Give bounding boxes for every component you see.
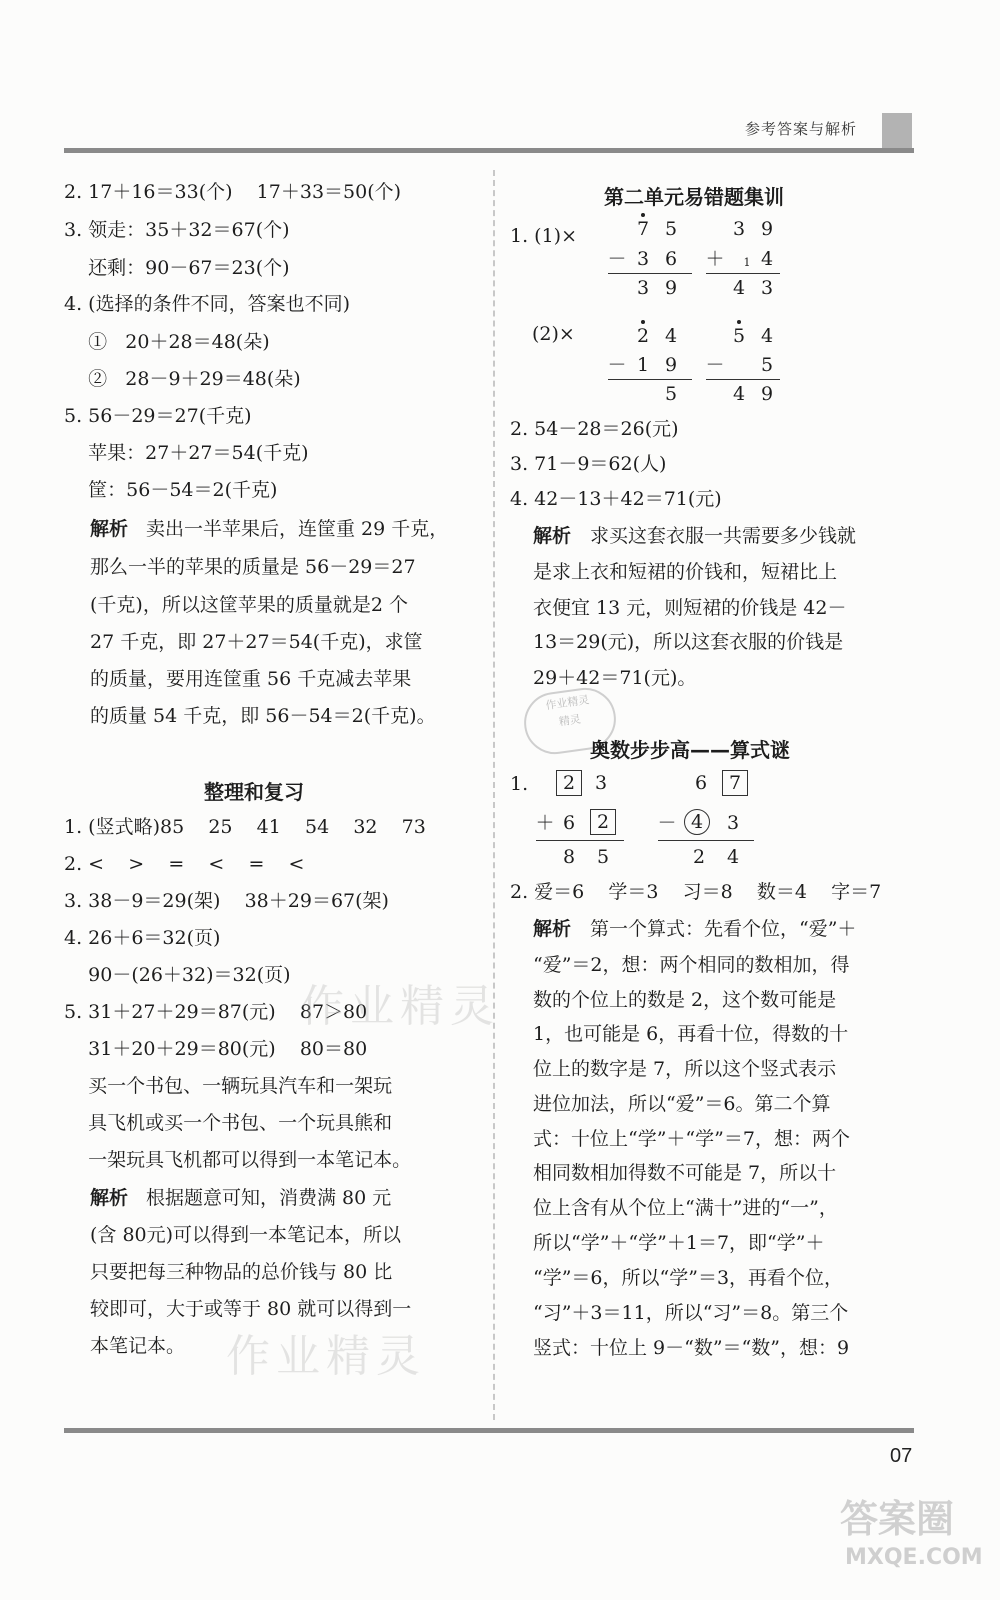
answer-line: ① 20＋28＝48(朵): [64, 331, 270, 353]
analysis-line: 本笔记本。: [90, 1335, 186, 1357]
analysis-line: 13＝29(元)，所以这套衣服的价钱是: [533, 631, 844, 653]
analysis-line: 较即可，大于或等于 80 就可以得到一: [90, 1298, 412, 1320]
operator: ＋: [535, 812, 555, 834]
operator: －: [607, 354, 627, 376]
boxed-digit: 2: [556, 770, 582, 796]
digit: 9: [664, 354, 678, 376]
calc-line: [706, 273, 780, 274]
header-tab-marker: [882, 113, 912, 149]
answer-line: 4. 42－13＋42＝71(元): [510, 488, 722, 510]
analysis-line: 位上含有从个位上“满十”进的“一”，: [533, 1197, 838, 1219]
corner-logo: 答案圈: [840, 1497, 955, 1541]
review-line: 3. 38－9＝29(架) 38＋29＝67(架): [64, 890, 389, 912]
digit: 4: [732, 383, 746, 405]
digit: 9: [664, 277, 678, 299]
answer-line: 筐：56－54＝2(千克): [64, 479, 278, 501]
review-line: 一架玩具飞机都可以得到一本笔记本。: [64, 1149, 412, 1171]
digit: 9: [760, 383, 774, 405]
analysis-line: 只要把每三种物品的总价钱与 80 比: [90, 1261, 393, 1283]
analysis-line: 的质量 54 千克，即 56－54＝2(千克)。: [90, 705, 436, 727]
review-line: 1. (竖式略)85 25 41 54 32 73: [64, 816, 426, 838]
stamp-text: 作业精灵: [544, 693, 591, 713]
review-line: 31＋20＋29＝80(元) 80＝80: [64, 1038, 368, 1060]
calc-line: [608, 273, 692, 274]
digit: 2: [636, 325, 650, 347]
analysis-line: 卖出一半苹果后，连筐重 29 千克，: [146, 518, 449, 540]
digit: 1: [636, 354, 650, 376]
review-line: 4. 26＋6＝32(页): [64, 927, 221, 949]
analysis-line: 27 千克，即 27＋27＝54(千克)，求筐: [90, 631, 423, 653]
borrow-dot: [641, 213, 645, 217]
answer-line: 苹果：27＋27＝54(千克): [64, 442, 309, 464]
digit: 3: [636, 248, 650, 270]
analysis-line: 式：十位上“学”＋“学”＝7，想：两个: [533, 1128, 850, 1150]
digit: 4: [664, 325, 678, 347]
analysis-tag: 解析: [533, 918, 572, 940]
analysis-line: 1，也可能是 6，再看十位，得数的十: [533, 1023, 849, 1045]
review-line: 具飞机或买一个书包、一个玩具熊和: [64, 1112, 393, 1134]
digit: 5: [596, 846, 610, 868]
answer-line: 还剩：90－67＝23(个): [64, 257, 290, 279]
analysis-line: 衣便宜 13 元，则短裙的价钱是 42－: [533, 597, 847, 619]
question-label: 1.: [510, 773, 529, 795]
analysis-line: “习”＋3＝11，所以“习”＝8。第三个: [533, 1302, 849, 1324]
digit: 5: [664, 218, 678, 240]
review-line: 2. < > = < = <: [64, 853, 305, 875]
analysis-line: “学”＝6，所以“学”＝3，再看个位，: [533, 1267, 844, 1289]
digit: 9: [760, 218, 774, 240]
answer-line: ② 28－9＋29＝48(朵): [64, 368, 301, 390]
analysis-line: 那么一半的苹果的质量是 56－29＝27: [90, 556, 416, 578]
analysis-line: 数的个位上的数是 2，这个数可能是: [533, 989, 837, 1011]
header-section-label: 参考答案与解析: [745, 120, 858, 138]
digit: 4: [760, 325, 774, 347]
borrow-dot: [641, 320, 645, 324]
digit: 3: [732, 218, 746, 240]
answer-line: 2. 54－28＝26(元): [510, 418, 679, 440]
answer-line: 3. 71－9＝62(人): [510, 453, 667, 475]
digit: 2: [692, 846, 706, 868]
analysis-line: 竖式：十位上 9－“数”＝“数”，想：9: [533, 1337, 850, 1359]
answer-line: 5. 56－29＝27(千克): [64, 405, 252, 427]
digit: 4: [760, 248, 774, 270]
digit: 5: [732, 325, 746, 347]
calc-line: [536, 840, 624, 841]
digit: 6: [562, 812, 576, 834]
operator: ＋: [705, 248, 725, 270]
analysis-line: “爱”＝2，想：两个相同的数相加，得: [533, 954, 850, 976]
digit: 4: [732, 277, 746, 299]
calc-line: [706, 379, 780, 380]
review-line: 90－(26＋32)＝32(页): [64, 964, 291, 986]
digit: 8: [562, 846, 576, 868]
digit: 4: [726, 846, 740, 868]
analysis-line: (千克)，所以这筐苹果的质量就是2 个: [90, 594, 408, 616]
analysis-line: 第一个算式：先看个位，“爱”＋: [590, 918, 857, 940]
carry-digit: 1: [743, 256, 751, 269]
watermark-text: 作业精灵: [300, 981, 500, 1032]
digit: 3: [726, 812, 740, 834]
circled-digit: 4: [684, 809, 710, 835]
operator: －: [705, 354, 725, 376]
analysis-line: 是求上衣和短裙的价钱和，短裙比上: [533, 561, 838, 583]
review-line: 5. 31＋27＋29＝87(元) 87＞80: [64, 1001, 368, 1023]
analysis-line: 所以“学”＋“学”＋1＝7，即“学”＋: [533, 1232, 825, 1254]
boxed-digit: 7: [722, 770, 748, 796]
digit: 3: [594, 772, 608, 794]
page-number: 07: [890, 1445, 913, 1467]
column-divider: [493, 170, 495, 1420]
analysis-line: 相同数相加得数不可能是 7，所以十: [533, 1162, 837, 1184]
analysis-line: 求买这套衣服一共需要多少钱就: [590, 525, 857, 547]
analysis-line: 的质量，要用连筐重 56 千克减去苹果: [90, 668, 412, 690]
boxed-digit: 2: [590, 809, 616, 835]
footer-rule: [64, 1428, 914, 1433]
watermark-text: 作业精灵: [226, 1331, 426, 1382]
review-line: 买一个书包、一辆玩具汽车和一架玩: [64, 1075, 393, 1097]
operator: －: [607, 248, 627, 270]
digit: 5: [664, 383, 678, 405]
answer-line: 4. (选择的条件不同，答案也不同): [64, 293, 350, 315]
stamp-text: 精灵: [558, 712, 582, 729]
analysis-line: 根据题意可知，消费满 80 元: [146, 1187, 392, 1209]
borrow-dot: [737, 320, 741, 324]
analysis-line: 位上的数字是 7，所以这个竖式表示: [533, 1058, 837, 1080]
question-label: (2)×: [532, 323, 575, 345]
digit: 6: [664, 248, 678, 270]
analysis-tag: 解析: [90, 1187, 129, 1209]
answer-line: 2. 爱＝6 学＝3 习＝8 数＝4 字＝7: [510, 881, 882, 903]
section-title-unit2: 第二单元易错题集训: [604, 185, 784, 209]
digit: 3: [636, 277, 650, 299]
digit: 7: [636, 218, 650, 240]
analysis-line: 进位加法，所以“爱”＝6。第二个算: [533, 1093, 831, 1115]
analysis-tag: 解析: [533, 525, 572, 547]
header-rule: [64, 148, 914, 153]
analysis-line: (含 80元)可以得到一本笔记本，所以: [90, 1224, 402, 1246]
analysis-line: 29＋42＝71(元)。: [533, 667, 697, 689]
answer-line: 2. 17＋16＝33(个) 17＋33＝50(个): [64, 181, 402, 203]
section-title-puzzle: 奥数步步高——算式谜: [590, 738, 790, 762]
digit: 3: [760, 277, 774, 299]
operator: －: [657, 812, 677, 834]
answer-line: 3. 领走：35＋32＝67(个): [64, 219, 290, 241]
calc-line: [608, 379, 692, 380]
digit: 5: [760, 354, 774, 376]
section-title-review: 整理和复习: [204, 780, 304, 804]
corner-url: MXQE.COM: [845, 1545, 983, 1570]
digit: 6: [694, 772, 708, 794]
analysis-tag: 解析: [90, 518, 129, 540]
question-label: 1. (1)×: [510, 225, 578, 247]
calc-line: [658, 840, 754, 841]
